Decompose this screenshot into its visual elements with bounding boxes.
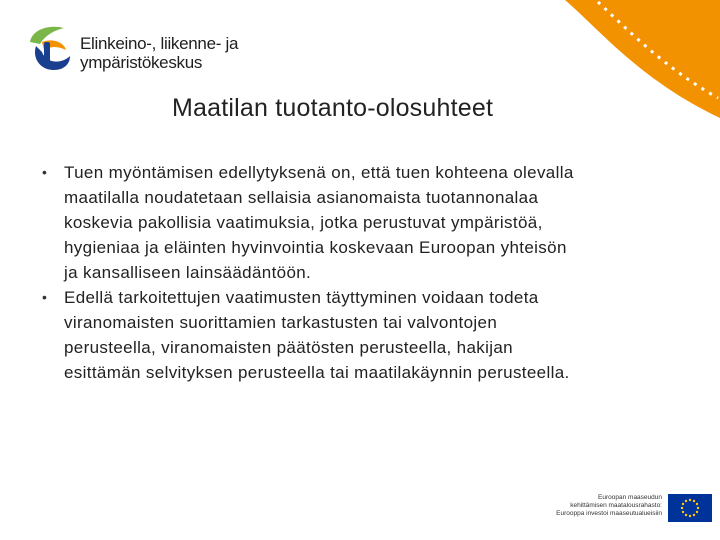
bullet-marker: • bbox=[42, 289, 48, 305]
eu-flag-icon bbox=[668, 494, 712, 522]
eu-text-line3: Eurooppa investoi maaseutualueisiin bbox=[556, 510, 662, 517]
logo-text-line2: ympäristökeskus bbox=[80, 53, 203, 72]
eu-funding-text bbox=[540, 494, 662, 518]
bullet-text: Tuen myöntämisen edellytyksenä on, että tuen kohteena olevalla maatilalla noudatetaan sellaisia asianomaista tuotannonalaa koskevia pakollisia vaatimuksia, jotka perustuvat ympäristöä, hygieniaa ja eläinten hyvinvointia koskevaan Euroopan yhteisön ja kansalliseen lainsäädäntöön. bbox=[64, 163, 574, 282]
eu-funding-notice bbox=[540, 494, 716, 526]
bullet-list bbox=[42, 160, 582, 385]
bullet-marker: • bbox=[42, 164, 48, 180]
bullet-item bbox=[42, 160, 582, 285]
eu-text-line1: Euroopan maaseudun bbox=[598, 494, 662, 501]
bullet-item bbox=[42, 285, 582, 385]
eu-text-line2: kehittämisen maatalousrahasto: bbox=[570, 502, 662, 509]
ely-centre-logo-icon bbox=[22, 20, 76, 74]
slide-title: Maatilan tuotanto-olosuhteet bbox=[172, 94, 494, 122]
logo-text-line1: Elinkeino-, liikenne- ja bbox=[80, 34, 239, 53]
ely-logo-text bbox=[80, 34, 238, 72]
bullet-text: Edellä tarkoitettujen vaatimusten täyttyminen voidaan todeta viranomaisten suorittamien tarkastusten tai valvontojen perusteella, viranomaisten päätösten perusteella, hakijan esittämän selvityksen perusteella tai maatilakäynnin perusteella. bbox=[64, 288, 570, 382]
ely-logo bbox=[22, 16, 239, 76]
